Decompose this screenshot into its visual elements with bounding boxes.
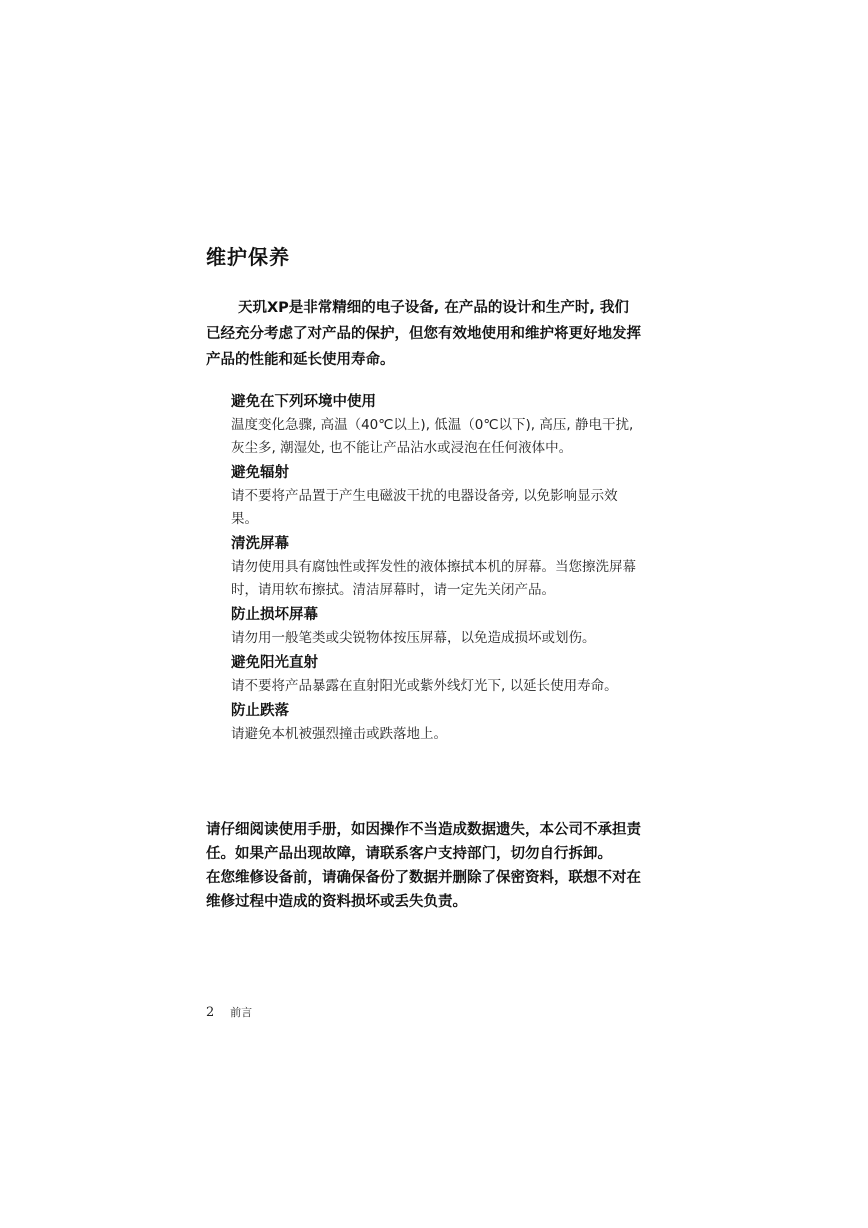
- disclaimer-paragraph: 请仔细阅读使用手册，如因操作不当造成数据遗失，本公司不承担责任。如果产品出现故障，请联系客户支持部门，切勿自行拆卸。: [206, 822, 641, 862]
- care-sections: [231, 389, 643, 746]
- section-body: 温度变化急骤, 高温（40℃以上), 低温（0℃以下), 高压, 静电干扰, 灰尘多, 潮湿处, 也不能让产品沾水或浸泡在任何液体中。: [231, 417, 634, 456]
- disclaimer-notice: [206, 818, 642, 914]
- intro-paragraph: 天玑XP是非常精细的电子设备, 在产品的设计和生产时, 我们已经充分考虑了对产品的保护，但您有效地使用和维护将更好地发挥产品的性能和延长使用寿命。: [206, 300, 641, 368]
- section-radiation: [231, 460, 643, 531]
- disclaimer-paragraph: 在您维修设备前，请确保备份了数据并删除了保密资料，联想不对在维修过程中造成的资料损坏或丢失负责。: [206, 870, 641, 910]
- page-title: 维护保养: [206, 245, 290, 269]
- section-clean-screen: [231, 531, 643, 602]
- section-body: 请避免本机被强烈撞击或跌落地上。: [231, 726, 447, 742]
- section-drop: [231, 698, 643, 746]
- footer-section-label: 前言: [230, 1006, 253, 1019]
- section-environment: [231, 389, 643, 460]
- section-heading: 避免辐射: [231, 465, 289, 481]
- section-body: 请不要将产品暴露在直射阳光或紫外线灯光下, 以延长使用寿命。: [231, 678, 618, 694]
- section-body: 请勿使用具有腐蚀性或挥发性的液体擦拭本机的屏幕。当您擦洗屏幕时，请用软布擦拭。清洁屏幕时，请一定先关闭产品。: [231, 559, 636, 598]
- section-screen-damage: [231, 602, 643, 650]
- page-footer: [206, 1004, 252, 1020]
- section-body: 请勿用一般笔类或尖锐物体按压屏幕，以免造成损坏或划伤。: [231, 630, 596, 646]
- section-heading: 避免在下列环境中使用: [231, 394, 376, 410]
- section-heading: 避免阳光直射: [231, 655, 318, 671]
- section-body: 请不要将产品置于产生电磁波干扰的电器设备旁, 以免影响显示效果。: [231, 488, 618, 527]
- section-sunlight: [231, 650, 643, 698]
- section-heading: 防止损坏屏幕: [231, 607, 318, 623]
- section-heading: 防止跌落: [231, 703, 289, 719]
- page-number: 2: [206, 1005, 215, 1020]
- section-heading: 清洗屏幕: [231, 536, 289, 552]
